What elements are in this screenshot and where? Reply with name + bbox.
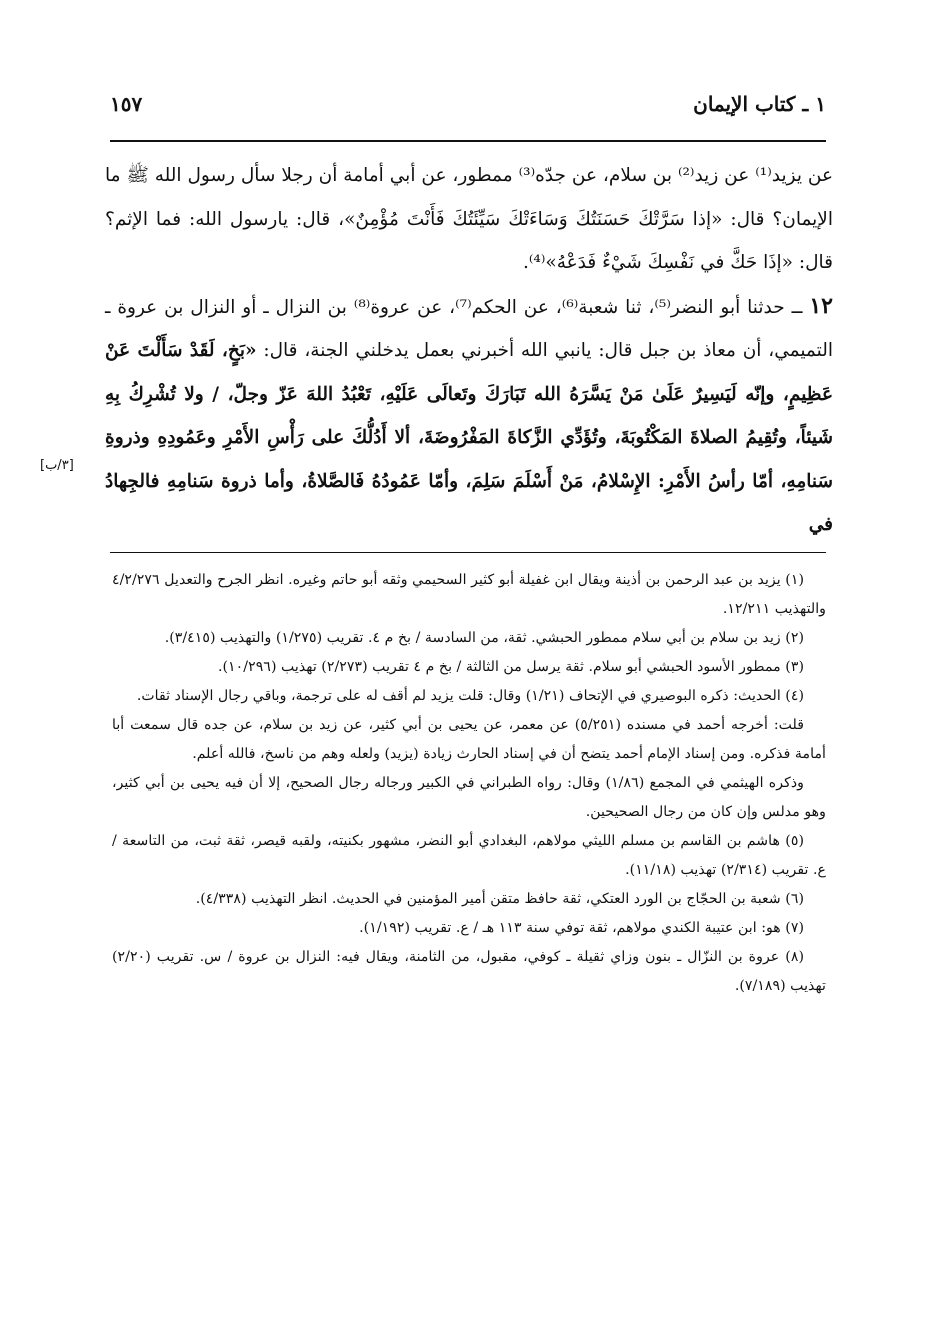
chapter-title: ١ ـ كتاب الإيمان [693, 92, 826, 116]
header-rule [110, 140, 826, 142]
footnote-2: (٢) زيد بن سلام بن أبي سلام ممطور الحبشي. ثقة، من السادسة / بخ م ٤. تقريب (١/٢٧٥) والتهذيب (٣/٤١٥). [164, 630, 804, 646]
paragraph-2 [105, 285, 833, 547]
footnote-rule [110, 552, 826, 553]
running-head [110, 92, 826, 128]
footnote-4-note-b: وذكره الهيثمي في المجمع (١/٨٦) وقال: رواه الطبراني في الكبير ورجاله رجال الصحيح، إلا أن فيه يحيى بن أبي كثير، وهو مدلس وإن كان من رجال الصحيحين. [112, 775, 826, 820]
hadith-number: ١٢ [809, 292, 833, 319]
page-number: ١٥٧ [110, 92, 143, 116]
footnote-6: (٦) شعبة بن الحجّاج بن الورد العتكي، ثقة حافظ متقن أمير المؤمنين في الحديث. انظر التهذيب (٤/٣٣٨). [195, 891, 804, 907]
main-text [105, 154, 833, 547]
paragraph-1: عن يزيد⁽¹⁾ عن زيد⁽²⁾ بن سلام، عن جدّه⁽³⁾ ممطور، عن أبي أمامة أن رجلا سأل رسول الله ﷺ ما الإيمان؟ قال: «إذا سَرَّتْكَ حَسَنَتُكَ وَسَاءَتْكَ سَيِّئَتُكَ فَأَنْتَ مُؤْمِنٌ»، قال: يارسول الله: فما الإثم؟ قال: «إذَا حَكَّ في نَفْسِكَ شَيْءٌ فَدَعْهُ»⁽⁴⁾. [105, 165, 834, 273]
footnotes [112, 566, 826, 1001]
footnote-5: (٥) هاشم بن القاسم بن مسلم الليثي مولاهم، البغدادي أبو النضر، مشهور بكنيته، ولقبه قيصر، ثقة ثبت، من التاسعة / ع. تقريب (٢/٣١٤) تهذيب (١١/١٨). [112, 833, 826, 878]
footnote-4-note-a: قلت: أخرجه أحمد في مسنده (٥/٢٥١) عن معمر، عن يحيى بن أبي كثير، عن زيد بن سلام، عن جده قال سمعت أبا أمامة فذكره. ومن إسناد الإمام أحمد يتضح أن في إسناد الحارث زيادة (يزيد) ولعله وهم من ناسخ، فالله أعلم. [112, 717, 826, 762]
footnote-4: (٤) الحديث: ذكره البوصيري في الإتحاف (١/٢١) وقال: قلت يزيد لم أقف له على ترجمة، وباقي رجال الإسناد ثقات. [136, 688, 804, 704]
footnote-1: (١) يزيد بن عبد الرحمن بن أذينة ويقال ابن غفيلة أبو كثير السحيمي وثقه أبو حاتم وغيره. انظر الجرح والتعديل ٤/٢/٢٧٦ والتهذيب ١٢/٢١١. [112, 572, 826, 617]
footnote-3: (٣) ممطور الأسود الحبشي أبو سلام. ثقة يرسل من الثالثة / بخ م ٤ تقريب (٢/٢٧٣) تهذيب (١٠/٢٩٦). [218, 659, 804, 675]
manuscript-folio-note: [٣/ب] [40, 458, 74, 473]
hadith-isnad: ــ حدثنا أبو النضر⁽⁵⁾، ثنا شعبة⁽⁶⁾، عن الحكم⁽⁷⁾، عن عروة⁽⁸⁾ بن النزال ـ أو النزال بن عروة ـ التميمي، أن معاذ بن جبل قال: يانبي الله أخبرني بعمل يدخلني الجنة، قال: [105, 296, 833, 361]
hadith-quote: «بَخٍ، لَقَدْ سَأَلْتَ عَنْ عَظِيمٍ، وإنّه لَيَسِيرٌ عَلَىٰ مَنْ يَسَّرَهُ الله تَبَارَكَ وتَعالَى عَلَيْهِ، تَعْبُدُ اللهَ عَزّ وجلّ، / ولا تُشْرِكُ بِهِ شَيئاً، وتُقِيمُ الصلاةَ المَكْتُوبَةَ، وتُؤَدِّي الزَّكاةَ المَفْرُوضَةَ، ألا أَدُلُّكَ على رَأْسِ الأَمْرِ وعَمُودِهِ وذروةِ سَنامِهِ، أمّا رأسُ الأَمْرِ: الإِسْلامُ، مَنْ أَسْلَمَ سَلِمَ، وأمّا عَمُودُهُ فَالصَّلاةُ، وأما ذروة سَنامِهِ فالجِهادُ في [105, 340, 833, 535]
footnote-7: (٧) هو: ابن عتيبة الكندي مولاهم، ثقة توفي سنة ١١٣ هـ / ع. تقريب (١/١٩٢). [359, 920, 804, 936]
footnote-8: (٨) عروة بن النزّال ـ بنون وزاي ثقيلة ـ كوفي، مقبول، من الثامنة، ويقال فيه: النزال بن عروة / س. تقريب (٢/٢٠) تهذيب (٧/١٨٩). [112, 949, 826, 994]
